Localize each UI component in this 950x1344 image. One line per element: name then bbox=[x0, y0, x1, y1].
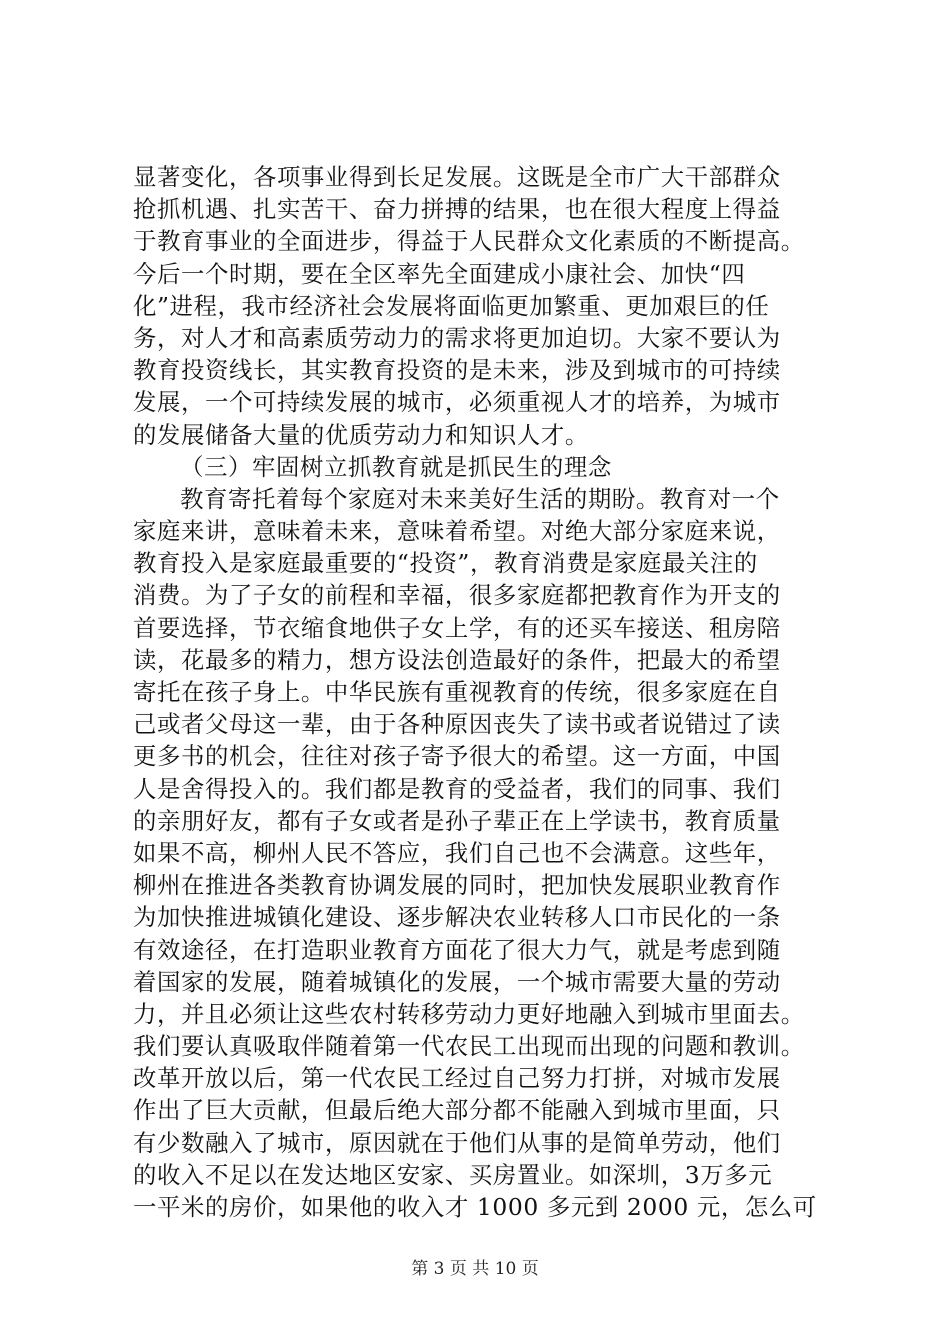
text-line: 的亲朋好友，都有子女或者是孙子辈正在上学读书，教育质量 bbox=[133, 806, 781, 835]
text-line: 一平米的房价，如果他的收入才 1000 多元到 2000 元，怎么可 bbox=[133, 1193, 817, 1221]
text-line: 化”进程，我市经济社会发展将面临更加繁重、更加艰巨的任 bbox=[133, 291, 770, 320]
page-number-label: 第 3 页 共 10 页 bbox=[411, 1259, 539, 1279]
paragraph-first-line: 教育寄托着每个家庭对未来美好生活的期盼。教育对一个 bbox=[180, 484, 780, 513]
text-line: 作出了巨大贡献，但最后绝大部分都不能融入到城市里面，只 bbox=[133, 1096, 781, 1125]
text-line: 改革开放以后，第一代农民工经过自己努力打拼，对城市发展 bbox=[133, 1064, 781, 1093]
text-line: 有效途径，在打造职业教育方面花了很大力气，就是考虑到随 bbox=[133, 935, 781, 964]
text-line: 力，并且必须让这些农村转移劳动力更好地融入到城市里面去。 bbox=[133, 999, 805, 1028]
text-line: 发展，一个可持续发展的城市，必须重视人才的培养，为城市 bbox=[133, 388, 781, 417]
text-line: 我们要认真吸取伴随着第一代农民工出现而出现的问题和教训。 bbox=[133, 1032, 805, 1061]
text-line: 显著变化，各项事业得到长足发展。这既是全市广大干部群众 bbox=[133, 163, 781, 191]
text-line: 如果不高，柳州人民不答应，我们自己也不会满意。这些年， bbox=[133, 838, 781, 867]
section-heading: （三）牢固树立抓教育就是抓民生的理念 bbox=[180, 452, 612, 481]
text-line: 为加快推进城镇化建设、逐步解决农业转移人口市民化的一条 bbox=[133, 903, 781, 932]
text-line: 的收入不足以在发达地区安家、买房置业。如深圳，3万多元 bbox=[133, 1160, 773, 1189]
document-body bbox=[133, 161, 823, 1223]
text-line: 更多书的机会，往往对孩子寄予很大的希望。这一方面，中国 bbox=[133, 742, 781, 771]
text-line: 读，花最多的精力，想方设法创造最好的条件，把最大的希望 bbox=[133, 645, 781, 674]
text-line: 教育投资线长，其实教育投资的是未来，涉及到城市的可持续 bbox=[133, 356, 781, 385]
text-line: 消费。为了子女的前程和幸福，很多家庭都把教育作为开支的 bbox=[133, 581, 781, 610]
text-line: 今后一个时期，要在全区率先全面建成小康社会、加快“四 bbox=[133, 259, 746, 288]
page-footer bbox=[0, 1257, 950, 1281]
text-line: 己或者父母这一辈，由于各种原因丧失了读书或者说错过了读 bbox=[133, 710, 781, 739]
text-line: 于教育事业的全面进步，得益于人民群众文化素质的不断提高。 bbox=[133, 227, 805, 256]
text-line: 着国家的发展，随着城镇化的发展，一个城市需要大量的劳动 bbox=[133, 967, 781, 996]
text-line: 寄托在孩子身上。中华民族有重视教育的传统，很多家庭在自 bbox=[133, 678, 781, 706]
text-line: 家庭来讲，意味着未来，意味着希望。对绝大部分家庭来说， bbox=[133, 517, 781, 546]
text-line: 抢抓机遇、扎实苦干、奋力拼搏的结果，也在很大程度上得益 bbox=[133, 195, 781, 224]
text-line: 柳州在推进各类教育协调发展的同时，把加快发展职业教育作 bbox=[133, 871, 781, 900]
text-line: 首要选择，节衣缩食地供子女上学，有的还买车接送、租房陪 bbox=[133, 613, 781, 642]
text-line: 的发展储备大量的优质劳动力和知识人才。 bbox=[133, 420, 589, 449]
text-line: 有少数融入了城市，原因就在于他们从事的是简单劳动，他们 bbox=[133, 1128, 781, 1157]
text-line: 务，对人才和高素质劳动力的需求将更加迫切。大家不要认为 bbox=[133, 323, 781, 352]
text-line: 教育投入是家庭最重要的“投资”，教育消费是家庭最关注的 bbox=[133, 549, 758, 578]
text-line: 人是舍得投入的。我们都是教育的受益者，我们的同事、我们 bbox=[133, 774, 781, 803]
